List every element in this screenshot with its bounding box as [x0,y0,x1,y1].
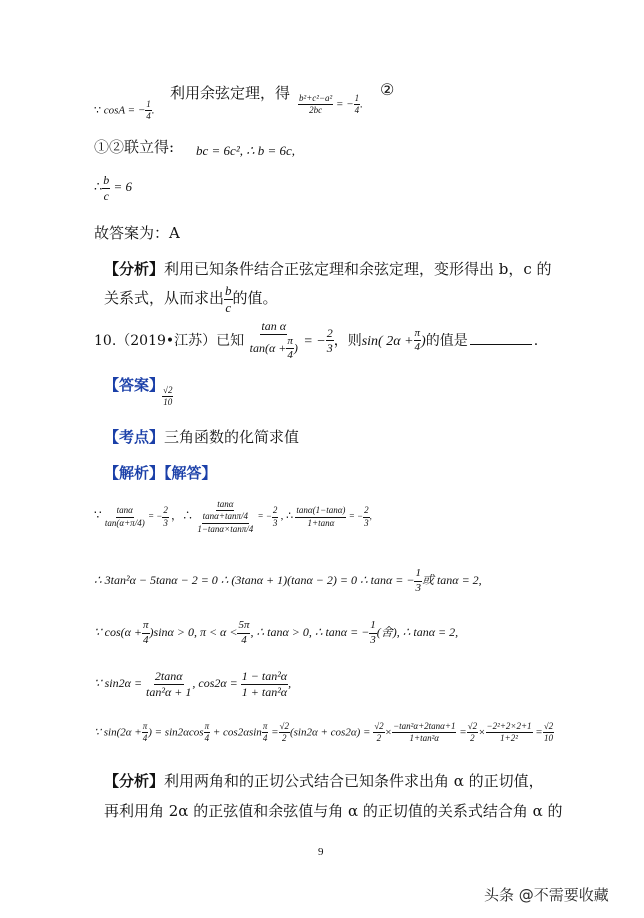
jiexi-tag: 【解析】 [104,464,165,482]
combine-formula: bc = 6c², ∴ b = 6c, [196,143,296,158]
page-number: 9 [318,846,324,858]
watermark-text: 头条 @不需要收藏 [484,886,609,904]
analysis9-line1: 【分析】利用已知条件结合正弦定理和余弦定理，变形得出 b，c 的 [104,260,552,278]
jieda-tag: 【解答】 [164,464,217,482]
solution-step-2: ∴ 3tan²α − 5tanα − 2 = 0 ∴ (3tanα + 1)(tanα − 2) = 0 ∴ tanα = − $\frac{1}{3}$ 或 tanα = 2, [94,567,482,594]
theorem-text: 利用余弦定理，得 [170,84,291,102]
cosA-statement: ∵ cosA = − $\frac{1}{4}$ . [94,99,155,122]
kaodian-line: 【考点】三角函数的化简求值 [104,428,300,446]
ratio-result: ∴ $\frac{b}{c}$ = 6 [94,173,133,203]
quarter-fraction: $\frac{1}{4}$ [146,99,151,122]
analysis10-line2: 再利用角 2α 的正弦值和余弦值与角 α 的正切值的关系式结合角 α 的 [104,802,563,820]
law-of-cosines: $\frac{\text{b²+c²−a²}}{2bc}$ = − $\frac{1}{4}$ . [299,93,363,116]
analysis9-line2: 关系式，从而求出 $\frac{b}{c}$ 的值。 [104,283,278,315]
circle-two: ② [380,80,395,99]
jiexi-line [104,462,217,483]
solution-step-1: ∵ $\frac{\tan\alpha}{\tan(\alpha+\pi/4)}$ = − $\frac{2}{3}$ ，∴ $\frac{\tan\alpha}{\frac{\tan\alpha+\tan\pi/4}{1-\tan\alpha\times\tan\pi/4}}$ = − $\frac{2}{3}$ , ∴ $\frac{\tan\alpha(1-\tan\alpha)}{1+\tan\alpha}$ = − $\frac{2}{3}$ , [94,499,372,534]
question-10: 10.（2019•江苏）已知 tan α tan(α + $\frac{\pi}{4}$ ) = − $\frac{2}{3}$ ，则sin( 2α + $\frac{\pi}{4}$ )的值是 . [94,319,539,362]
given-fraction: tan α tan(α + $\frac{\pi}{4}$ ) [249,319,298,362]
answer-tag: 【答案】 [104,376,165,394]
solution-step-3: ∵ cos(α + $\frac{\pi}{4}$ )sinα > 0, π < α < $\frac{5\pi}{4}$ , ∴ tanα > 0, ∴ tanα = − $\frac{1}{3}$ (舍), ∴ tanα = 2, [94,619,459,646]
kaodian-tag: 【考点】 [104,428,165,446]
solution-step-4: ∵ sin2α = $\frac{2\tan\alpha}{\text{tan²α + 1}}$ , cos2α = $\frac{\text{1 − tan²α}}{\text{1 + tan²α}}$ , [94,669,292,699]
analysis-tag: 【分析】 [104,260,165,278]
because-symbol: ∵ [94,104,101,117]
question-number: 10.（2019•江苏）已知 [94,332,245,349]
solution-step-5: ∵ sin(2α + $\frac{\pi}{4}$ ) = sin2αcos $\frac{\pi}{4}$ + cos2αsin $\frac{\pi}{4}$ = $\frac{√2}{2}$ (sin2α + cos2α) = $\frac{√2}{2}$ × $\frac{\text{−tan²α+2tanα+1}}{\text{1+tan²α}}$ = $\frac{√2}{2}$ × $\frac{\text{−2²+2×2+1}}{\text{1+2²}}$ = $\frac{√2}{10}$ [94,721,554,744]
answer-blank [470,332,532,345]
answer-line: 故答案为：A [94,224,180,242]
analysis10-line1: 【分析】利用两角和的正切公式结合已知条件求出角 α 的正切值， [104,772,544,790]
combine-label: ①②联立得: [94,138,175,156]
answer-value: $\frac{√2}{10}$ [163,385,173,408]
cosA-text: cosA = − [103,104,146,117]
